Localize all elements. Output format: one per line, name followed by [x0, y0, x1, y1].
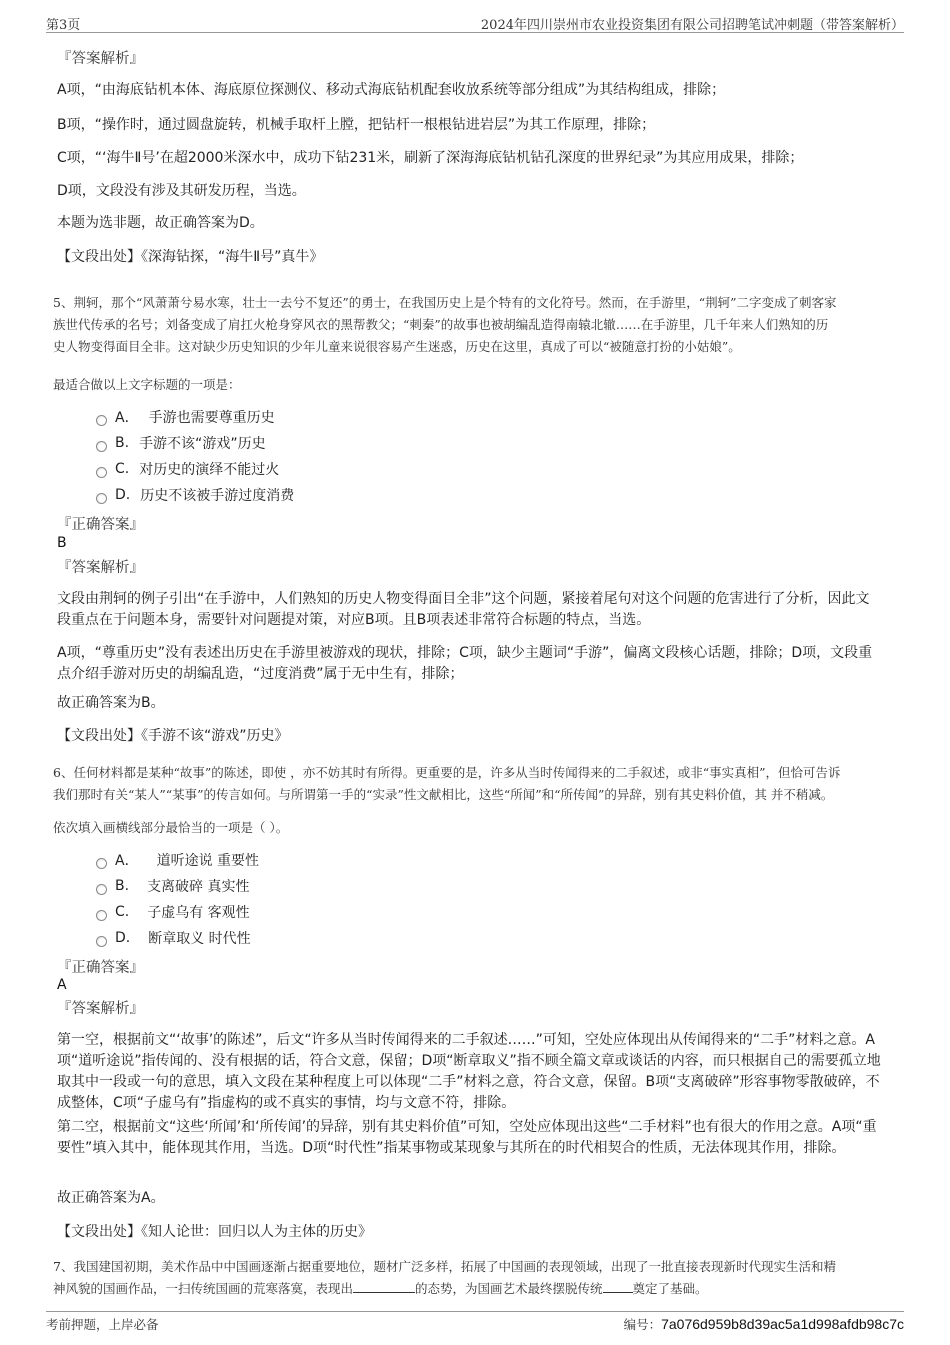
page-header: [46, 10, 904, 33]
q7-text: 的态势，为国画艺术最终摆脱传统: [415, 1281, 603, 1296]
q6-correct-label: 『正确答案』: [57, 960, 144, 976]
q5-analysis-1: 文段由荆轲的例子引出“在手游中，人们熟知的历史人物变得面目全非”这个问题，紧接着尾句对这个问题的危害进行了分析，因此文段重点在于问题本身，需要针对问题提对策，对应B项。且B项表述非常符合标题的特点，当选。: [57, 591, 870, 628]
option-letter: B.: [115, 435, 130, 451]
q5-option-b[interactable]: [96, 432, 266, 454]
option-text: 支离破碎 真实性: [147, 879, 250, 895]
option-text: 手游不该“游戏”历史: [139, 436, 266, 452]
q4-conclusion: 本题为选非题，故正确答案为D。: [57, 215, 264, 231]
option-text: 断章取义 时代性: [148, 931, 251, 947]
radio-icon[interactable]: [96, 441, 107, 452]
radio-icon[interactable]: [96, 858, 107, 869]
q5-stem: [53, 292, 893, 358]
radio-icon[interactable]: [96, 493, 107, 504]
q5-conclusion: 故正确答案为B。: [57, 695, 165, 711]
page-footer: [46, 1311, 904, 1336]
option-text: 子虚乌有 客观性: [147, 905, 250, 921]
q4-analysis-label: 『答案解析』: [57, 51, 144, 67]
q6-option-a[interactable]: [96, 849, 259, 871]
code-value: 7a076d959b8d39ac5a1d998afdb98c7c: [661, 1316, 904, 1332]
q7-stem: [53, 1256, 893, 1300]
q6-analysis-1: 第一空，根据前文“‘故事’的陈述”，后文“许多从当时传闻得来的二手叙述……”可知，空处应体现出从传闻得来的“二手”材料之意。A项“道听途说”指传闻的、没有根据的话，符合文意，保留；D项“断章取义”指不顾全篇文章或谈话的内容，而只根据自己的需要孤立地取其中一段或一句的意思，填入文段在某种程度上可以体现“二手”材料之意，符合文意，保留。B项“支离破碎”形容事物零散破碎，不成整体，C项“子虚乌有”指虚构的或不真实的事情，均与文意不符，排除。: [57, 1032, 881, 1111]
option-letter: A．: [115, 853, 139, 869]
option-letter: A．: [115, 410, 139, 426]
q5-correct-label: 『正确答案』: [57, 517, 144, 533]
option-letter: D.: [115, 930, 131, 946]
document-code: [624, 1315, 904, 1333]
q5-stem-line: 族世代传承的名号；刘备变成了肩扛火枪身穿风衣的黑帮教父；“刺秦”的故事也被胡编乱造得南辕北辙……在手游里，几千年来人们熟知的历: [53, 317, 829, 332]
q6-correct-answer: A: [57, 977, 67, 993]
fill-blank-1: [353, 1278, 415, 1293]
q6-stem-line: 6、任何材料都是某种“故事”的陈述，即使 ，亦不妨其时有所得。更重要的是，许多从当时传闻得来的二手叙述，或非“事实真相”，但恰可告诉: [53, 765, 841, 780]
q6-stem-line: 我们那时有关“某人”“某事”的传言如何。与所谓第一手的“实录”性文献相比，这些“所闻”和“所传闻”的异辞，别有其史料价值，其 并不稍减。: [53, 787, 834, 802]
radio-icon[interactable]: [96, 936, 107, 947]
q5-stem-line: 史人物变得面目全非。这对缺少历史知识的少年儿童来说很容易产生迷惑，历史在这里，真成了可以“被随意打扮的小姑娘”。: [53, 339, 741, 354]
q5-analysis-2: A项，“尊重历史”没有表述出历史在手游里被游戏的现状，排除；C项，缺少主题词“手游”，偏离文段核心话题，排除；D项，文段重点介绍手游对历史的胡编乱造，“过度消费”属于无中生有，排除；: [57, 645, 873, 682]
q7-stem-line: [53, 1278, 893, 1300]
option-text: 历史不该被手游过度消费: [140, 488, 295, 504]
q7-text: 奠定了基础。: [632, 1281, 708, 1296]
radio-icon[interactable]: [96, 884, 107, 895]
q6-source: 【文段出处】《知人论世：回归以人为主体的历史》: [57, 1224, 372, 1240]
q5-correct-answer: B: [57, 535, 67, 551]
q4-analysis-c: C项，“‘海牛Ⅱ号’在超2000米深水中，成功下钻231米，刷新了深海海底钻机钻孔深度的世界纪录”为其应用成果，排除；: [57, 150, 804, 166]
q6-stem: [53, 762, 893, 806]
q6-prompt: 依次填入画横线部分最恰当的一项是（ ）。: [53, 820, 289, 835]
option-letter: B.: [115, 878, 130, 894]
q5-stem-line: 5、荆轲，那个“风萧萧兮易水寒，壮士一去兮不复还”的勇士，在我国历史上是个特有的文化符号。然而，在手游里，“荆轲”二字变成了刺客家: [53, 295, 837, 310]
radio-icon[interactable]: [96, 910, 107, 921]
option-text: 道听途说 重要性: [156, 853, 260, 869]
q6-option-b[interactable]: [96, 875, 250, 897]
q6-option-c[interactable]: [96, 901, 250, 923]
footer-slogan: 考前押题，上岸必备: [46, 1317, 159, 1332]
option-letter: D.: [115, 487, 131, 503]
q6-option-d[interactable]: [96, 927, 251, 949]
q4-analysis-d: D项，文段没有涉及其研发历程，当选。: [57, 183, 306, 199]
option-letter: C.: [115, 904, 130, 920]
code-label: 编号：: [623, 1317, 662, 1332]
q5-option-d[interactable]: [96, 484, 294, 506]
q4-analysis-a: A项，“由海底钻机本体、海底原位探测仪、移动式海底钻机配套收放系统等部分组成”为其结构组成，排除；: [57, 82, 726, 98]
q6-analysis-label: 『答案解析』: [57, 1001, 144, 1017]
q5-prompt: 最适合做以上文字标题的一项是：: [53, 377, 241, 392]
document-title: 2024年四川崇州市农业投资集团有限公司招聘笔试冲刺题（带答案解析）: [480, 18, 904, 33]
option-text: 对历史的演绎不能过火: [139, 462, 280, 478]
radio-icon[interactable]: [96, 467, 107, 478]
q6-conclusion: 故正确答案为A。: [57, 1190, 165, 1206]
q6-analysis-2: 第二空，根据前文“这些‘所闻’和‘所传闻’的异辞，别有其史料价值”可知，空处应体现出这些“二手材料”也有很大的作用之意。A项“重要性”填入其中，能体现其作用，当选。D项“时代性”指某事物或某现象与其所在的时代相契合的性质，无法体现其作用，排除。: [57, 1119, 877, 1156]
q7-stem-line: 7、我国建国初期，美术作品中中国画逐渐占据重要地位，题材广泛多样，拓展了中国画的表现领域，出现了一批直接表现新时代现实生活和精: [53, 1259, 836, 1274]
fill-blank-2: [603, 1278, 633, 1293]
option-text: 手游也需要尊重历史: [148, 410, 275, 426]
radio-icon[interactable]: [96, 415, 107, 426]
page-number: 第3页: [46, 18, 81, 33]
q5-analysis-label: 『答案解析』: [57, 560, 144, 576]
q7-text: 神风貌的国画作品，一扫传统国画的荒寒落寞，表现出: [53, 1281, 354, 1296]
q5-source: 【文段出处】《手游不该“游戏”历史》: [57, 728, 289, 744]
q5-option-c[interactable]: [96, 458, 279, 480]
q4-analysis-b: B项，“操作时，通过圆盘旋转，机械手取杆上膛，把钻杆一根根钻进岩层”为其工作原理，排除；: [57, 117, 656, 133]
q5-option-a[interactable]: [96, 406, 275, 428]
q4-source: 【文段出处】《深海钻探，“海牛Ⅱ号”真牛》: [57, 249, 324, 265]
option-letter: C.: [115, 461, 130, 477]
